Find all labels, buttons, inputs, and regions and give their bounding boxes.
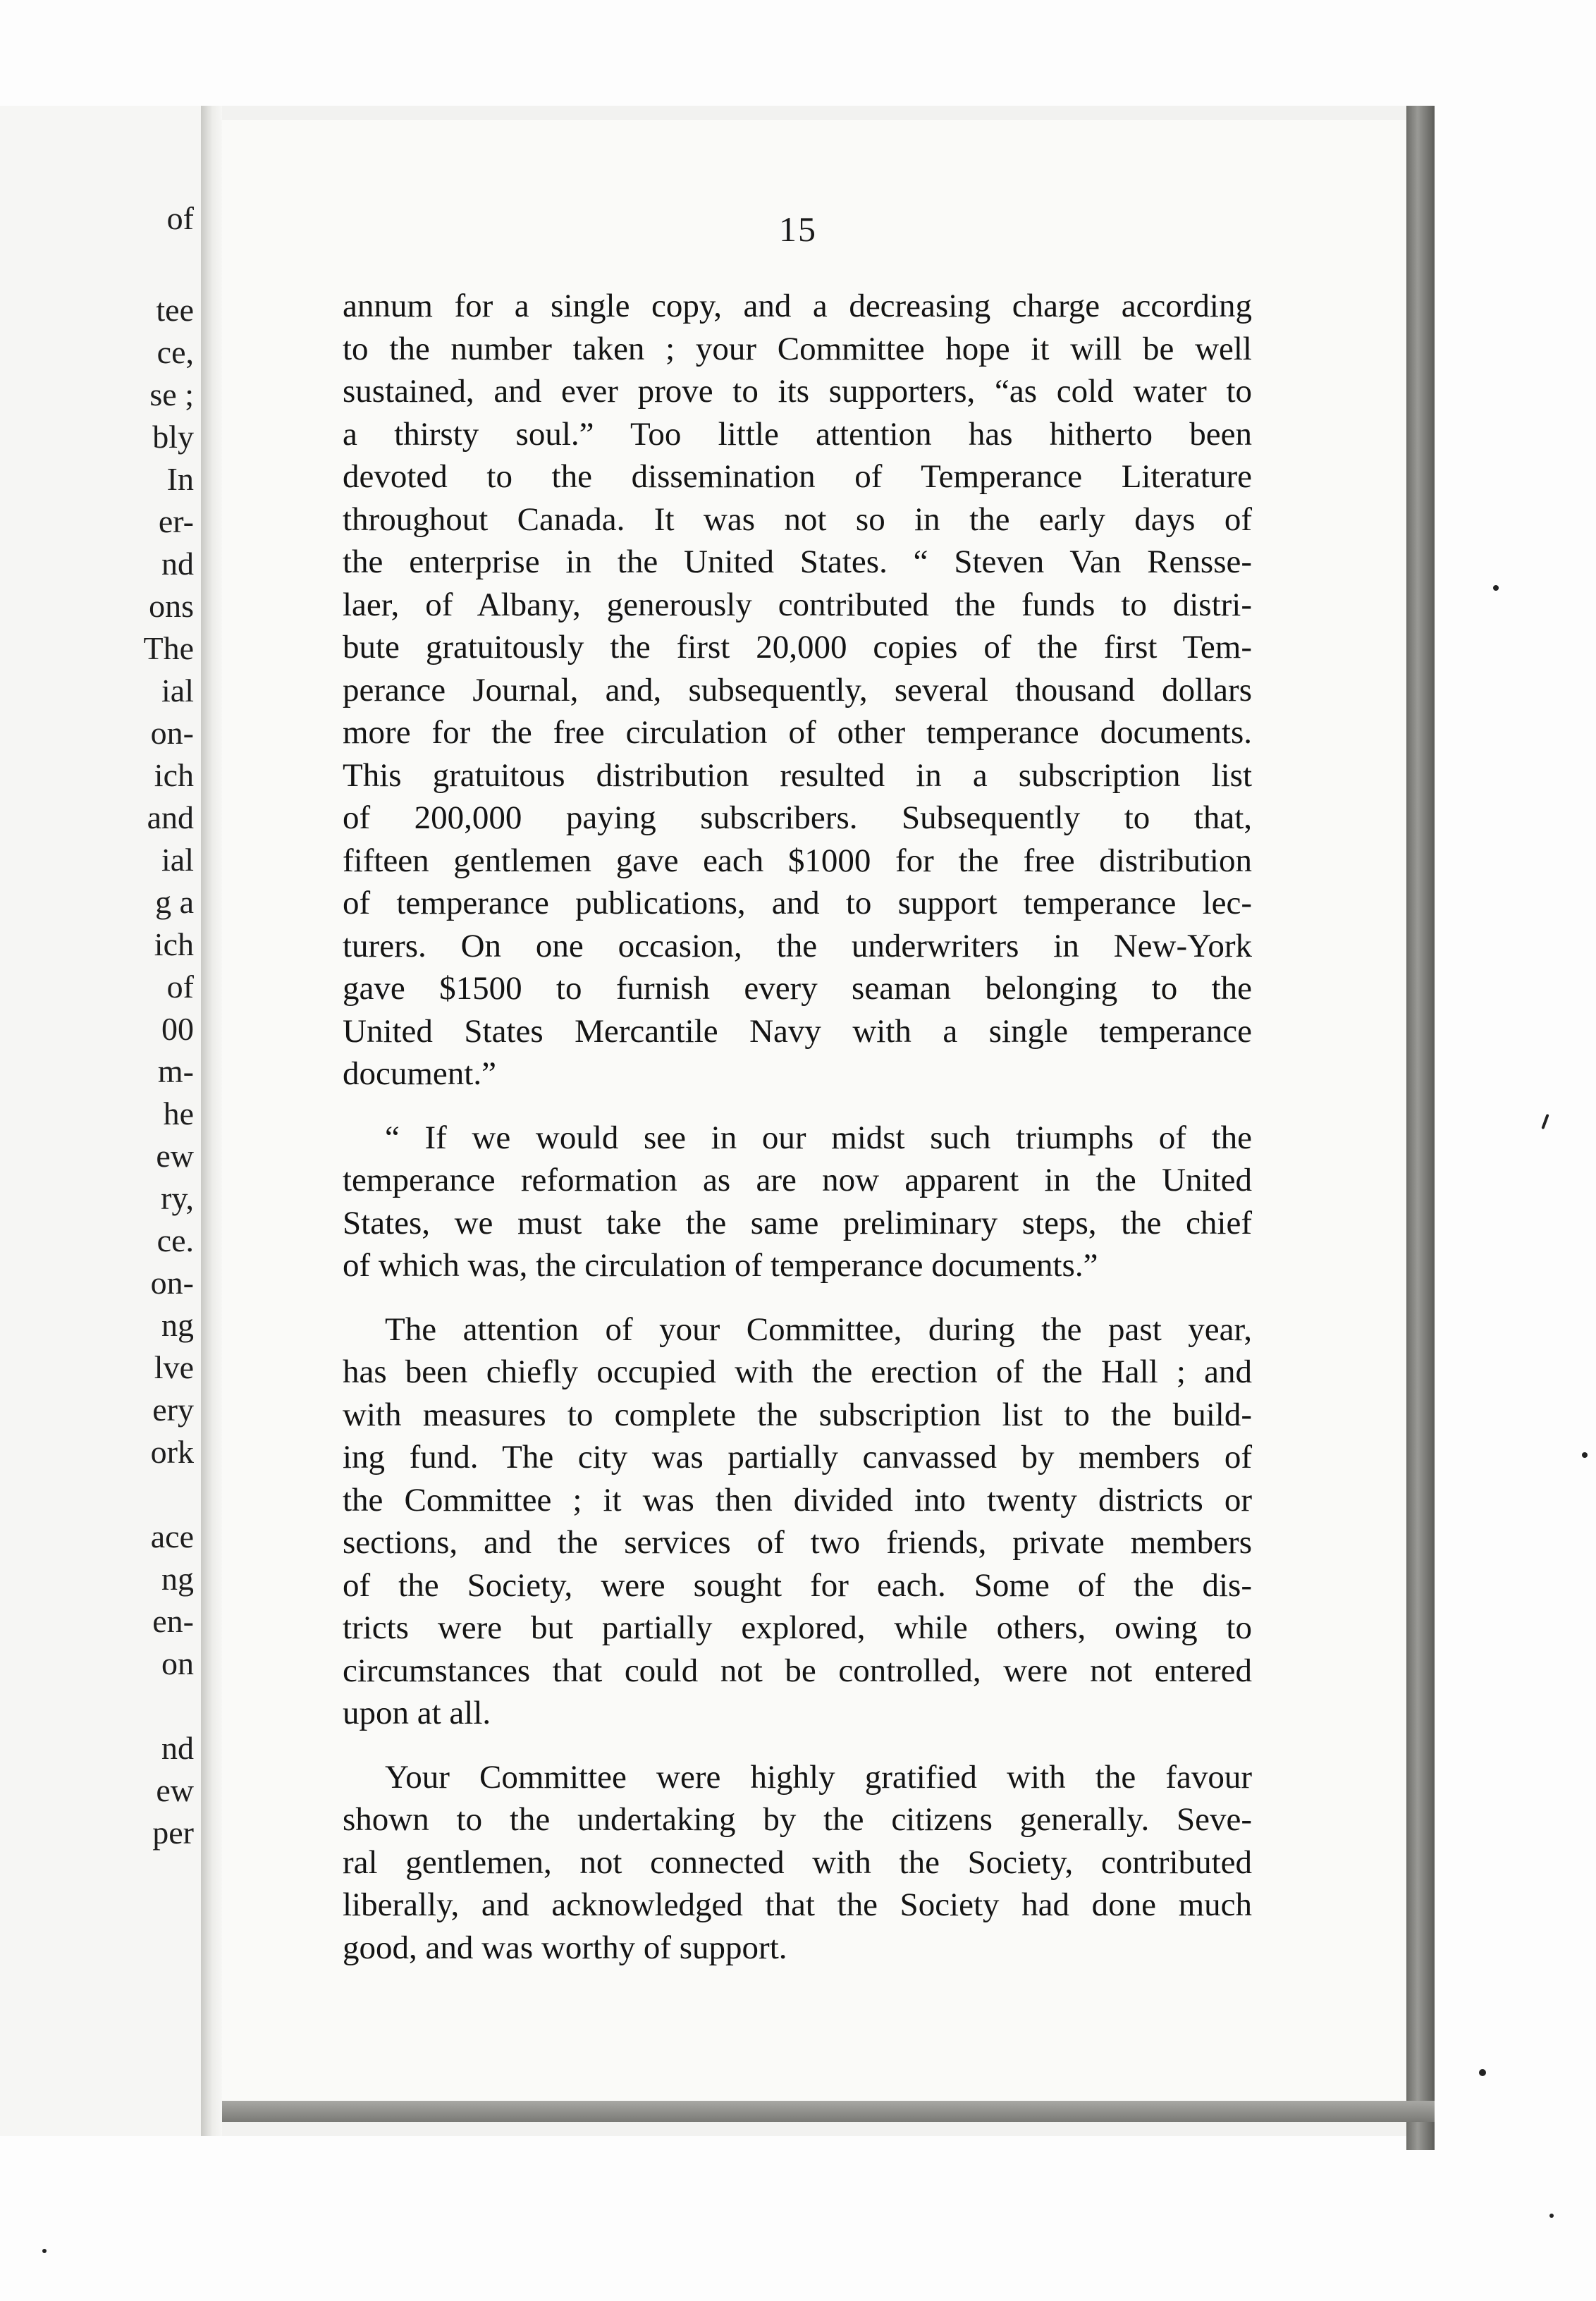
text-line: with measures to complete the subscription list to the build- [343,1396,1252,1433]
text-line: a thirsty soul.” Too little attention has hitherto been [343,415,1252,453]
text-line: sustained, and ever prove to its supporters, “as cold water to [343,373,1252,410]
text-line: to the number taken ; your Committee hope it will be well [343,330,1252,367]
left-page-fragment: ial [161,842,194,878]
paragraph-gap [343,1287,1252,1308]
left-page-fragment: and [147,799,194,835]
left-page-fragment: on- [150,715,194,751]
book-cover-edge [1406,106,1435,2150]
text-line: of the Society, were sought for each. Some of the dis- [343,1566,1252,1604]
text-line: devoted to the dissemination of Temperance Literature [343,458,1252,495]
scan-speck [1582,1452,1588,1458]
left-page-fragment: lve [154,1349,194,1385]
text-line: document.” [343,1055,496,1092]
left-page-fragment: of [166,969,194,1005]
left-page-fragment: ons [149,588,194,624]
text-line: ing fund. The city was partially canvassed by members of [343,1439,1252,1475]
text-line: laer, of Albany, generously contributed the funds to distri- [343,586,1252,623]
left-page-fragment: ew [156,1138,194,1174]
text-line: States, we must take the same preliminary steps, the chief [343,1204,1252,1241]
scan-speck [1549,2214,1554,2218]
left-page-fragment: per [152,1815,194,1851]
left-page-fragment: ry, [161,1180,194,1216]
page-number: 15 [779,209,817,249]
left-page-fragment: ich [154,926,194,962]
text-line: the Committee ; it was then divided into twenty districts or [343,1481,1252,1518]
left-page-fragment: er- [158,503,194,539]
left-page-fragment: ork [150,1434,194,1470]
text-line: the enterprise in the United States. “ Steven Van Rensse- [343,544,1252,580]
left-page-fragment: tee [156,292,194,328]
page-body-text [343,285,1252,1969]
text-line: shown to the undertaking by the citizens generally. Seve- [343,1801,1252,1838]
left-page-fragment: The [143,630,194,666]
left-page-fragment: ng [161,1561,194,1597]
scan-speck [42,2249,47,2253]
left-page-fragment: 00 [161,1011,194,1047]
paragraph-gap [343,1096,1252,1117]
left-page-fragment: ich [154,757,194,793]
text-line: of temperance publications, and to support temperance lec- [343,885,1252,921]
paragraph [343,285,1252,1096]
text-line: The attention of your Committee, during the past year, [385,1311,1252,1348]
left-page-fragment: he [163,1096,194,1131]
text-line: turers. On one occasion, the underwriters in New-York [343,927,1252,964]
left-page-fragment: ce, [156,334,194,370]
text-line: “ If we would see in our midst such triumphs of the [385,1119,1252,1156]
text-line: United States Mercantile Navy with a single temperance [343,1012,1252,1050]
left-page-fragment: In [166,461,194,497]
scan-speck [1541,1114,1549,1129]
text-line: tricts were but partially explored, while others, owing to [343,1609,1252,1646]
left-page-fragment: ew [156,1772,194,1808]
text-line: annum for a single copy, and a decreasing charge according [343,288,1252,324]
left-page-fragment: ial [161,673,194,708]
left-page-fragment: bly [152,419,194,455]
text-line: throughout Canada. It was not so in the early days of [343,501,1252,538]
left-page-fragment: m- [157,1053,194,1089]
text-line: sections, and the services of two friends, private members [343,1524,1252,1561]
text-line: gave $1500 to furnish every seaman belonging to the [343,970,1252,1007]
text-line: has been chiefly occupied with the erection of the Hall ; and [343,1354,1252,1390]
text-line: temperance reformation as are now apparent in the United [343,1162,1252,1198]
text-line: of 200,000 paying subscribers. Subsequently to that, [343,799,1252,836]
left-page-fragment: nd [161,1730,194,1766]
text-line: Your Committee were highly gratified with the favour [385,1758,1252,1796]
text-line: liberally, and acknowledged that the Society had done much [343,1886,1252,1923]
text-line: of which was, the circulation of temperance documents.” [343,1247,1098,1284]
left-page-fragment: ce. [156,1222,194,1258]
text-line: bute gratuitously the first 20,000 copies of the first Tem- [343,629,1252,665]
text-line: perance Journal, and, subsequently, several thousand dollars [343,671,1252,708]
left-page-fragment: on- [150,1265,194,1301]
left-page-fragment: nd [161,546,194,582]
left-page [0,106,202,2136]
paragraph [343,1117,1252,1287]
text-line: fifteen gentlemen gave each $1000 for the free distribution [343,842,1252,879]
book-bottom-edge [222,2101,1435,2122]
paragraph [343,1308,1252,1735]
left-page-fragment: of [166,200,194,236]
scan-speck [1493,585,1499,591]
left-page-fragment: ace [150,1518,194,1554]
left-page-fragment: ery [152,1392,194,1428]
left-page-fragment: se ; [149,376,194,412]
scan-speck [1479,2069,1486,2076]
text-line: circumstances that could not be controlled, were not entered [343,1652,1252,1689]
text-line: ral gentlemen, not connected with the Society, contributed [343,1843,1252,1881]
paragraph [343,1756,1252,1970]
left-page-fragment: en- [152,1603,194,1639]
text-line: This gratuitous distribution resulted in a subscription list [343,756,1252,794]
left-page-fragment: g a [155,884,194,920]
paragraph-gap [343,1735,1252,1756]
left-page-fragment: on [161,1645,194,1681]
left-page-fragment: ng [161,1307,194,1343]
text-line: good, and was worthy of support. [343,1929,787,1966]
text-line: more for the free circulation of other temperance documents. [343,714,1252,751]
text-line: upon at all. [343,1695,491,1731]
book-gutter [201,106,222,2136]
